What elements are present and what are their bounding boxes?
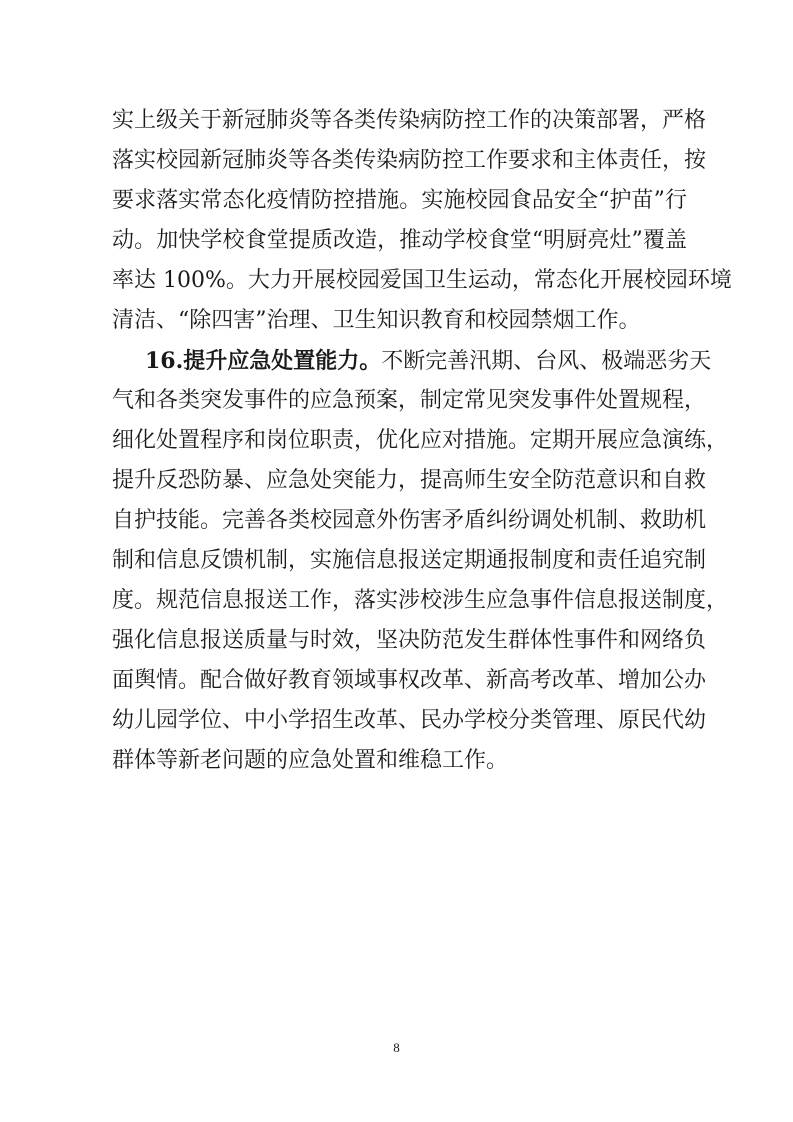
paragraph-2-line: 制和信息反馈机制，实施信息报送定期通报制度和责任追究制 (112, 548, 707, 573)
paragraph-1-line: 落实校园新冠肺炎等各类传染病防控工作要求和主体责任，按 (112, 148, 707, 173)
paragraph-2-first-line-text: 不断完善汛期、台风、极端恶劣天 (381, 349, 712, 374)
paragraph-2-line: 提升反恐防暴、应急处突能力，提高师生安全防范意识和自救 (112, 468, 707, 493)
paragraph-2-first-line (145, 348, 712, 375)
page-number: 8 (393, 1040, 400, 1055)
paragraph-2-line: 细化处置程序和岗位职责，优化应对措施。定期开展应急演练， (112, 428, 729, 453)
paragraph-2-line: 自护技能。完善各类校园意外伤害矛盾纠纷调处机制、救助机 (112, 508, 707, 533)
paragraph-2-line: 幼儿园学位、中小学招生改革、民办学校分类管理、原民代幼 (112, 708, 707, 733)
paragraph-1-line: 动。加快学校食堂提质改造，推动学校食堂“明厨亮灶”覆盖 (112, 228, 687, 253)
paragraph-1-line: 率达 100%。大力开展校园爱国卫生运动，常态化开展校园环境 (112, 268, 732, 293)
paragraph-2-line: 度。规范信息报送工作，落实涉校涉生应急事件信息报送制度， (112, 588, 729, 613)
paragraph-1-line: 实上级关于新冠肺炎等各类传染病防控工作的决策部署，严格 (112, 108, 707, 133)
paragraph-2-line: 面舆情。配合做好教育领域事权改革、新高考改革、增加公办 (112, 668, 707, 693)
paragraph-2-line: 群体等新老问题的应急处置和维稳工作。 (112, 748, 509, 773)
paragraph-1-line: 清洁、“除四害”治理、卫生知识教育和校园禁烟工作。 (112, 308, 641, 333)
paragraph-2-line: 强化信息报送质量与时效，坚决防范发生群体性事件和网络负 (112, 628, 707, 653)
paragraph-1-line: 要求落实常态化疫情防控措施。实施校园食品安全“护苗”行 (112, 188, 687, 213)
section-heading: 16.提升应急处置能力。 (145, 348, 382, 374)
paragraph-2-line: 气和各类突发事件的应急预案，制定常见突发事件处置规程， (112, 388, 707, 413)
